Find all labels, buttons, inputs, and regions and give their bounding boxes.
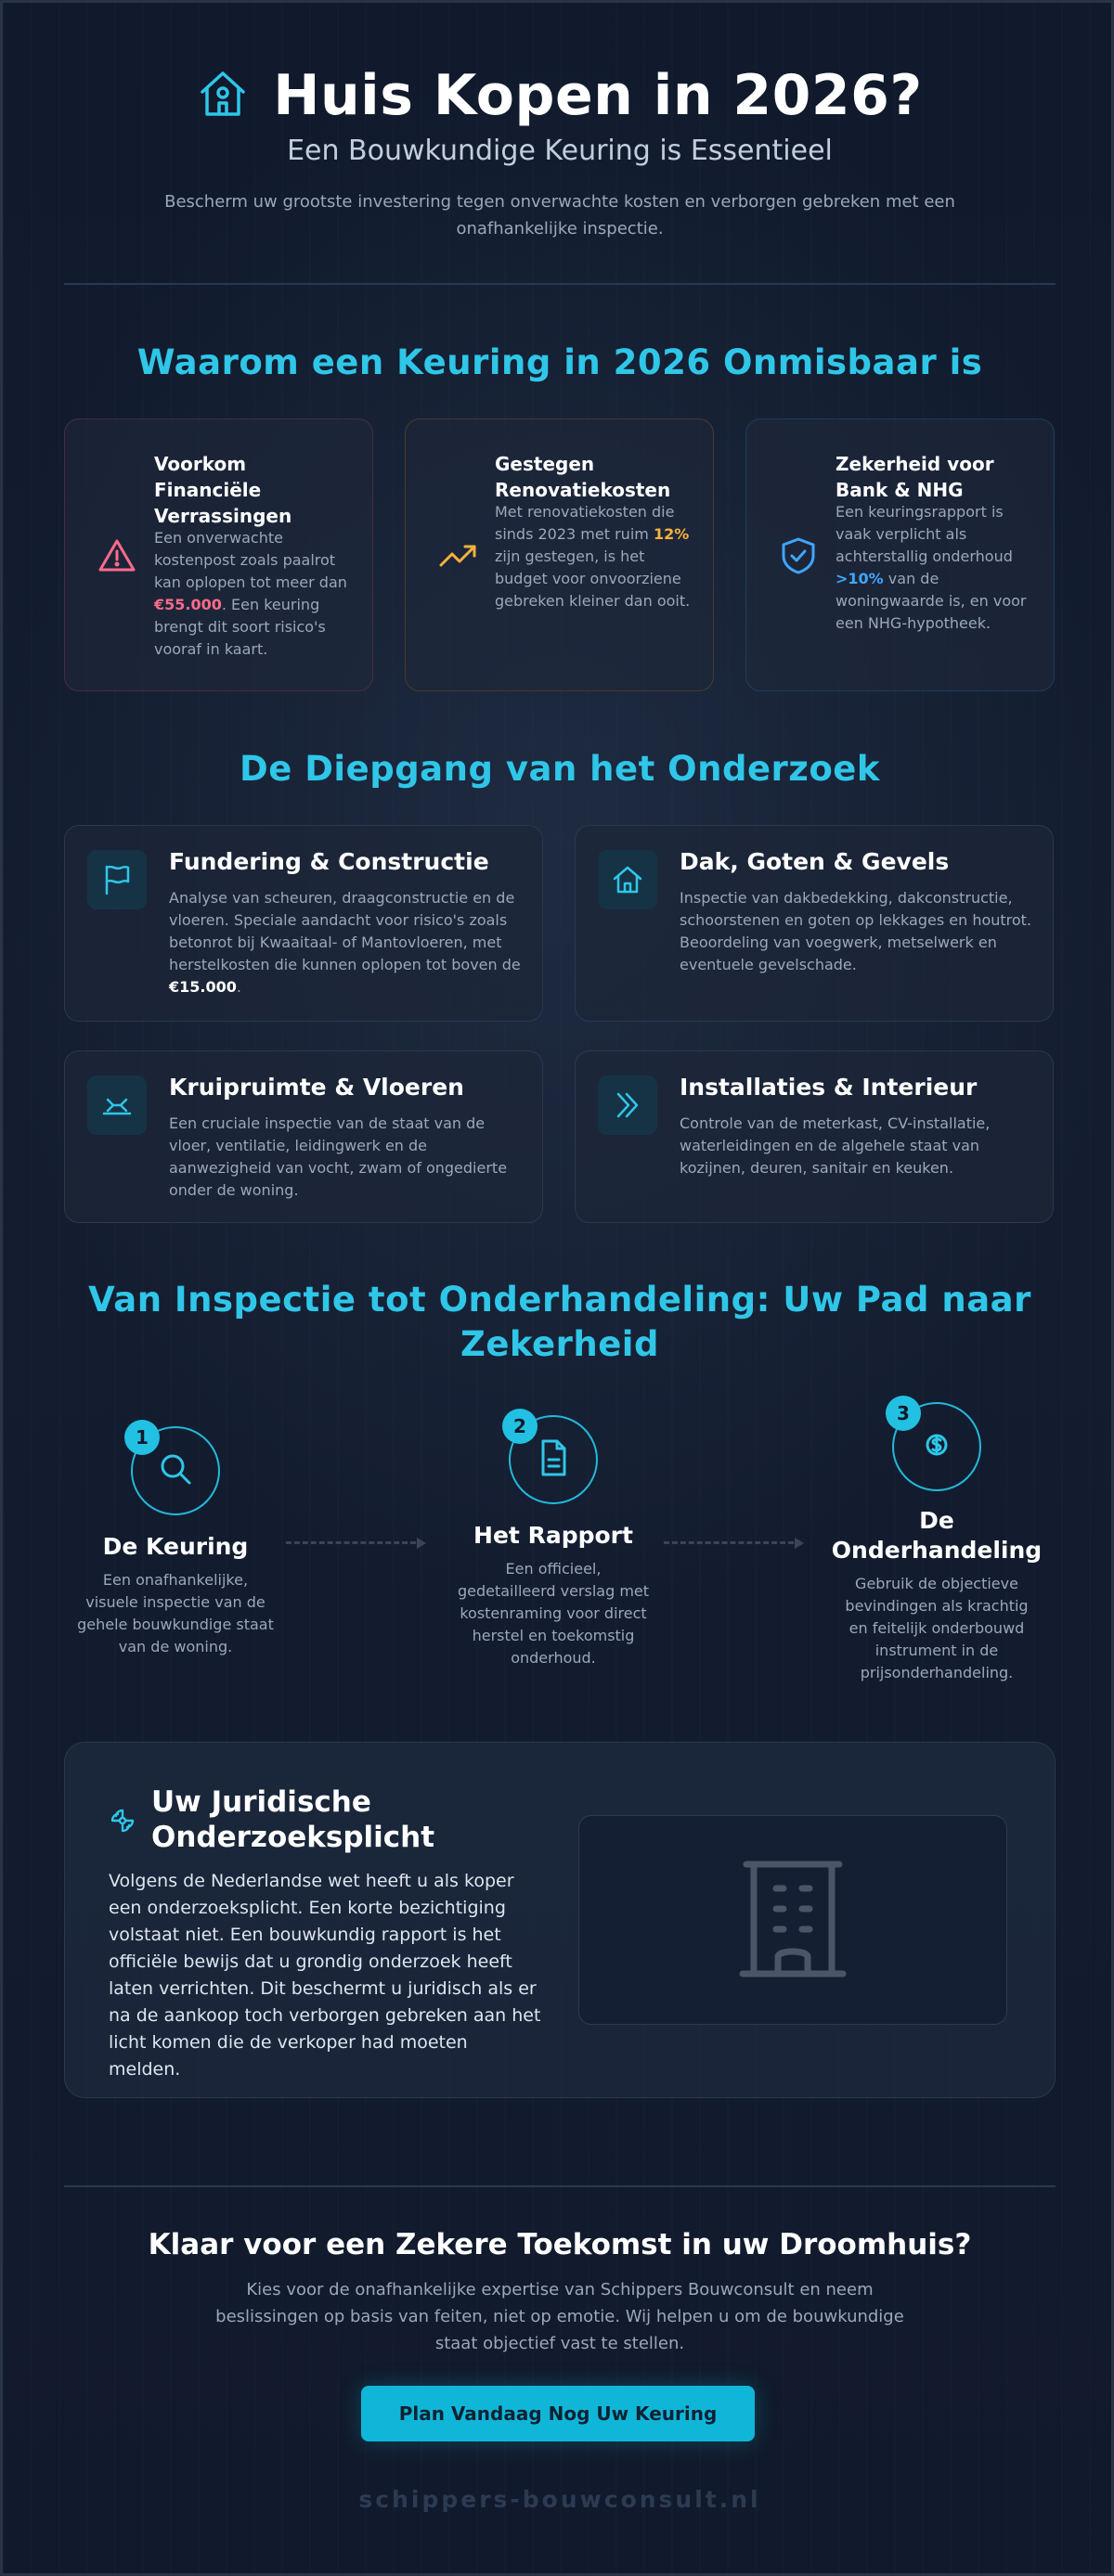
house-icon (598, 850, 657, 909)
highlight-value: >10% (836, 570, 884, 587)
page-subtitle: Een Bouwkundige Keuring is Essentieel (287, 135, 833, 167)
site-url: schippers-bouwconsult.nl (358, 2486, 761, 2513)
warning-triangle-icon (97, 535, 137, 576)
step-3-title: De Onderhandeling (831, 1507, 1043, 1564)
depth-card-title: Fundering & Constructie (169, 848, 489, 875)
depth-card-title: Installaties & Interieur (680, 1074, 978, 1101)
depth-card-desc: Analyse van scheuren, draagconstructie en de vloeren. Speciale aandacht voor risico's zoals betonrot bij Kwaaitaal- of Mantovloeren, met herstelkosten die kunnen oplopen tot boven de €15.000. (169, 889, 521, 996)
reason-card-title: Zekerheid voor Bank & NHG (836, 453, 994, 501)
double-chevron-right-icon (598, 1075, 657, 1135)
euro-coin-icon (916, 1424, 957, 1469)
reason-card-desc: Een keuringsrapport is vaak verplicht als achterstallig onderhoud >10% van de woningwaarde is, en voor een NHG-hypotheek. (836, 503, 1027, 632)
arrow-right-icon (417, 1538, 426, 1549)
cta-title: Klaar voor een Zekere Toekomst in uw Droomhuis? (148, 2228, 972, 2261)
reason-card-bank (745, 419, 1055, 691)
depth-card-desc: Een cruciale inspectie van de staat van de vloer, ventilatie, leidingwerk en de aanwezigheid van vocht, zwam of ongedierte onder de woning. (169, 1114, 508, 1199)
flag-icon (87, 850, 147, 909)
highlight-value: 12% (653, 525, 690, 543)
depth-card-crawlspace (64, 1050, 543, 1223)
scales-icon (109, 1807, 136, 1838)
search-icon (155, 1449, 196, 1493)
section-title-why: Waarom een Keuring in 2026 Onmisbaar is (136, 342, 983, 382)
reason-card-renovation (405, 419, 714, 691)
divider (64, 2185, 1056, 2187)
depth-card-installations (575, 1050, 1054, 1223)
building-icon (737, 1857, 848, 1983)
page-description: Bescherm uw grootste investering tegen onverwachte kosten en verborgen gebreken met een onafhankelijke inspectie. (164, 192, 955, 238)
reason-card-desc: Een onverwachte kostenpost zoals paalrot kan oplopen tot meer dan €55.000. Een keuring brengt dit soort risico's vooraf in kaart. (154, 529, 347, 658)
legal-title: Uw Juridische Onderzoeksplicht (151, 1785, 435, 1854)
highlight-value: €55.000 (154, 596, 222, 613)
shield-check-icon (778, 535, 819, 576)
step-2-desc: Een officieel, gedetailleerd verslag met kostenraming voor direct herstel en toekomstig onderhoud. (457, 1560, 650, 1667)
cta-description: Kies voor de onafhankelijke expertise van Schippers Bouwconsult en neem beslissingen op basis van feiten, niet op emotie. Wij helpen u om de bouwkundige staat objectief vast te stellen. (215, 2280, 904, 2353)
hero-title-row (3, 58, 1114, 133)
depth-card-desc: Inspectie van dakbedekking, dakconstructie, schoorstenen en goten op lekkages en houtrot. Beoordeling van voegwerk, metselwerk en eventuele gevelschade. (680, 889, 1032, 973)
depth-card-roof (575, 825, 1054, 1022)
step-1-title: De Keuring (102, 1533, 249, 1560)
step-2-badge: 2 (502, 1409, 538, 1444)
reason-card-desc: Met renovatiekosten die sinds 2023 met ruim 12% zijn gestegen, is het budget voor onvoorziene gebreken kleiner dan ooit. (495, 503, 691, 610)
reason-card-title: Voorkom Financiële Verrassingen (154, 453, 292, 527)
step-3-desc: Gebruik de objectieve bevindingen als krachtig en feitelijk onderbouwd instrument in de prijsonderhandeling. (845, 1575, 1029, 1681)
legal-image-placeholder (578, 1815, 1007, 2025)
arrow-right-icon (795, 1538, 804, 1549)
step-1-badge: 1 (124, 1420, 160, 1455)
section-title-path: Van Inspectie tot Onderhandeling: Uw Pad naar Zekerheid (88, 1280, 1031, 1364)
step-1-desc: Een onafhankelijke, visuele inspectie van de gehele bouwkundige staat van de woning. (77, 1571, 274, 1655)
step-2-title: Het Rapport (473, 1522, 633, 1549)
reason-card-title: Gestegen Renovatiekosten (495, 453, 671, 501)
crawlspace-icon (87, 1075, 147, 1135)
reason-card-financial (64, 419, 373, 691)
depth-card-desc: Controle van de meterkast, CV-installatie, waterleidingen en de algehele staat van kozijnen, deuren, sanitair en keuken. (680, 1114, 991, 1177)
house-icon (197, 68, 249, 123)
depth-card-title: Dak, Goten & Gevels (680, 848, 950, 875)
trend-up-icon (437, 535, 478, 576)
divider (64, 283, 1056, 285)
step-connector-1 (286, 1541, 416, 1544)
depth-card-title: Kruipruimte & Vloeren (169, 1074, 464, 1101)
plan-inspection-button[interactable]: Plan Vandaag Nog Uw Keuring (361, 2386, 755, 2441)
page-title: Huis Kopen in 2026? (273, 63, 923, 128)
section-title-depth: De Diepgang van het Onderzoek (240, 749, 880, 789)
step-3-badge: 3 (886, 1396, 921, 1431)
step-connector-2 (664, 1541, 794, 1544)
depth-card-foundation (64, 825, 543, 1022)
document-icon (533, 1437, 574, 1482)
legal-text: Volgens de Nederlandse wet heeft u als koper een onderzoeksplicht. Een korte bezichtiging volstaat niet. Een bouwkundig rapport is het officiële bewijs dat u grondig onderzoek heeft laten verrichten. Dit beschermt u juridisch als er na de aankoop toch verborgen gebreken aan het licht komen die de verkoper had moeten melden. (109, 1871, 541, 2080)
highlight-value: €15.000 (169, 978, 237, 996)
